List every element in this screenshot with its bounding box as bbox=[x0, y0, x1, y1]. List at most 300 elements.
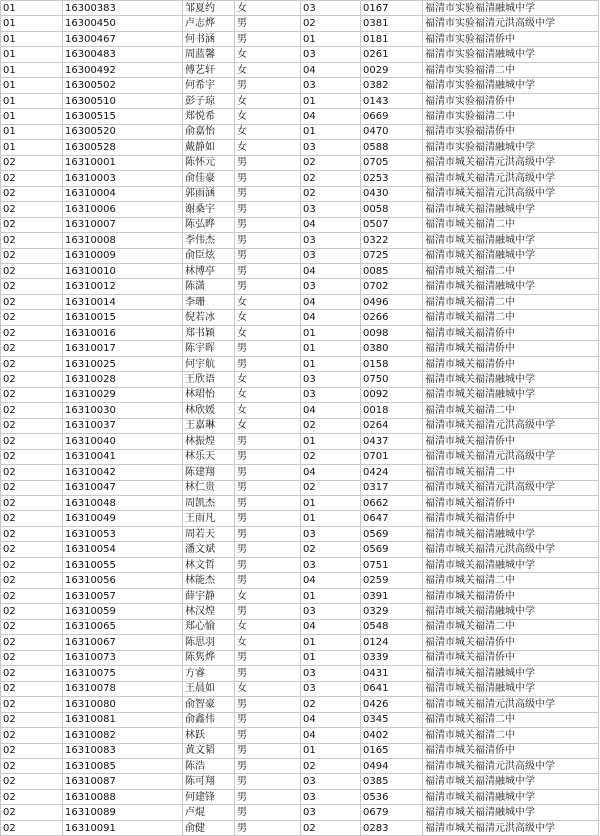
score-cell: 0391 bbox=[361, 588, 423, 603]
gender-cell: 女 bbox=[235, 588, 301, 603]
class-cell: 02 bbox=[1, 604, 63, 619]
table-row bbox=[1, 743, 599, 758]
exam-id-cell: 16310054 bbox=[63, 542, 183, 557]
gender-cell: 男 bbox=[235, 526, 301, 541]
school-cell: 福清市城关福清二中 bbox=[423, 294, 599, 309]
class-cell: 01 bbox=[1, 140, 63, 155]
exam-id-cell: 16310085 bbox=[63, 758, 183, 773]
school-cell: 福清市城关福清二中 bbox=[423, 573, 599, 588]
exam-id-cell: 16310003 bbox=[63, 171, 183, 186]
gender-cell: 男 bbox=[235, 449, 301, 464]
name-cell: 俞健 bbox=[183, 820, 235, 835]
school-cell: 福清市实验福清元洪高级中学 bbox=[423, 16, 599, 31]
code-cell: 02 bbox=[301, 418, 361, 433]
class-cell: 01 bbox=[1, 47, 63, 62]
gender-cell: 女 bbox=[235, 294, 301, 309]
code-cell: 03 bbox=[301, 387, 361, 402]
name-cell: 卢志烨 bbox=[183, 16, 235, 31]
gender-cell: 男 bbox=[235, 712, 301, 727]
code-cell: 04 bbox=[301, 109, 361, 124]
score-cell: 0569 bbox=[361, 542, 423, 557]
code-cell: 01 bbox=[301, 511, 361, 526]
school-cell: 福清市城关福清侨中 bbox=[423, 496, 599, 511]
code-cell: 04 bbox=[301, 712, 361, 727]
exam-id-cell: 16300528 bbox=[63, 140, 183, 155]
class-cell: 02 bbox=[1, 635, 63, 650]
gender-cell: 男 bbox=[235, 356, 301, 371]
name-cell: 俞智豪 bbox=[183, 697, 235, 712]
score-cell: 0725 bbox=[361, 248, 423, 263]
table-row bbox=[1, 635, 599, 650]
score-cell: 0124 bbox=[361, 635, 423, 650]
table-row bbox=[1, 217, 599, 232]
exam-id-cell: 16310047 bbox=[63, 480, 183, 495]
gender-cell: 男 bbox=[235, 697, 301, 712]
class-cell: 02 bbox=[1, 728, 63, 743]
class-cell: 02 bbox=[1, 341, 63, 356]
class-cell: 01 bbox=[1, 16, 63, 31]
table-row bbox=[1, 233, 599, 248]
gender-cell: 男 bbox=[235, 573, 301, 588]
gender-cell: 女 bbox=[235, 310, 301, 325]
score-cell: 0431 bbox=[361, 666, 423, 681]
name-cell: 潘文斌 bbox=[183, 542, 235, 557]
table-row bbox=[1, 496, 599, 511]
school-cell: 福清市城关福清融城中学 bbox=[423, 233, 599, 248]
gender-cell: 男 bbox=[235, 31, 301, 46]
gender-cell: 女 bbox=[235, 1, 301, 16]
class-cell: 02 bbox=[1, 697, 63, 712]
class-cell: 02 bbox=[1, 743, 63, 758]
name-cell: 何建锋 bbox=[183, 789, 235, 804]
class-cell: 02 bbox=[1, 480, 63, 495]
exam-id-cell: 16300520 bbox=[63, 124, 183, 139]
code-cell: 01 bbox=[301, 31, 361, 46]
table-row bbox=[1, 573, 599, 588]
exam-id-cell: 16310048 bbox=[63, 496, 183, 511]
name-cell: 何书涵 bbox=[183, 31, 235, 46]
name-cell: 黄文韬 bbox=[183, 743, 235, 758]
score-cell: 0317 bbox=[361, 480, 423, 495]
name-cell: 陈怀元 bbox=[183, 155, 235, 170]
table-row bbox=[1, 109, 599, 124]
code-cell: 02 bbox=[301, 697, 361, 712]
exam-id-cell: 16310012 bbox=[63, 279, 183, 294]
score-cell: 0569 bbox=[361, 526, 423, 541]
exam-id-cell: 16310082 bbox=[63, 728, 183, 743]
school-cell: 福清市城关福清融城中学 bbox=[423, 202, 599, 217]
code-cell: 04 bbox=[301, 403, 361, 418]
code-cell: 03 bbox=[301, 372, 361, 387]
name-cell: 周蓝馨 bbox=[183, 47, 235, 62]
score-cell: 0092 bbox=[361, 387, 423, 402]
gender-cell: 男 bbox=[235, 248, 301, 263]
score-cell: 0647 bbox=[361, 511, 423, 526]
class-cell: 02 bbox=[1, 248, 63, 263]
class-cell: 01 bbox=[1, 31, 63, 46]
exam-id-cell: 16310083 bbox=[63, 743, 183, 758]
table-row bbox=[1, 650, 599, 665]
score-cell: 0437 bbox=[361, 434, 423, 449]
name-cell: 林能杰 bbox=[183, 573, 235, 588]
exam-id-cell: 16310009 bbox=[63, 248, 183, 263]
name-cell: 何希宇 bbox=[183, 78, 235, 93]
exam-id-cell: 16310065 bbox=[63, 619, 183, 634]
score-cell: 0662 bbox=[361, 496, 423, 511]
score-cell: 0385 bbox=[361, 774, 423, 789]
school-cell: 福清市城关福清二中 bbox=[423, 465, 599, 480]
gender-cell: 男 bbox=[235, 263, 301, 278]
school-cell: 福清市城关福清融城中学 bbox=[423, 604, 599, 619]
school-cell: 福清市城关福清融城中学 bbox=[423, 248, 599, 263]
code-cell: 02 bbox=[301, 186, 361, 201]
gender-cell: 女 bbox=[235, 619, 301, 634]
code-cell: 04 bbox=[301, 465, 361, 480]
table-row bbox=[1, 511, 599, 526]
exam-id-cell: 16310055 bbox=[63, 557, 183, 572]
score-cell: 0536 bbox=[361, 789, 423, 804]
score-cell: 0181 bbox=[361, 31, 423, 46]
exam-id-cell: 16310091 bbox=[63, 820, 183, 835]
gender-cell: 男 bbox=[235, 604, 301, 619]
code-cell: 03 bbox=[301, 202, 361, 217]
code-cell: 03 bbox=[301, 140, 361, 155]
exam-id-cell: 16310087 bbox=[63, 774, 183, 789]
exam-id-cell: 16310040 bbox=[63, 434, 183, 449]
code-cell: 03 bbox=[301, 78, 361, 93]
score-cell: 0750 bbox=[361, 372, 423, 387]
name-cell: 俞佳豪 bbox=[183, 171, 235, 186]
gender-cell: 男 bbox=[235, 557, 301, 572]
score-cell: 0381 bbox=[361, 16, 423, 31]
gender-cell: 男 bbox=[235, 186, 301, 201]
class-cell: 01 bbox=[1, 62, 63, 77]
score-cell: 0424 bbox=[361, 465, 423, 480]
exam-id-cell: 16310053 bbox=[63, 526, 183, 541]
code-cell: 02 bbox=[301, 542, 361, 557]
class-cell: 01 bbox=[1, 109, 63, 124]
gender-cell: 男 bbox=[235, 728, 301, 743]
gender-cell: 男 bbox=[235, 511, 301, 526]
score-cell: 0165 bbox=[361, 743, 423, 758]
exam-id-cell: 16310059 bbox=[63, 604, 183, 619]
gender-cell: 男 bbox=[235, 774, 301, 789]
exam-id-cell: 16310067 bbox=[63, 635, 183, 650]
class-cell: 02 bbox=[1, 542, 63, 557]
exam-id-cell: 16310081 bbox=[63, 712, 183, 727]
class-cell: 01 bbox=[1, 78, 63, 93]
table-row bbox=[1, 93, 599, 108]
class-cell: 02 bbox=[1, 573, 63, 588]
gender-cell: 男 bbox=[235, 542, 301, 557]
class-cell: 02 bbox=[1, 434, 63, 449]
name-cell: 陈宇晖 bbox=[183, 341, 235, 356]
school-cell: 福清市实验福清侨中 bbox=[423, 31, 599, 46]
table-row bbox=[1, 789, 599, 804]
code-cell: 04 bbox=[301, 217, 361, 232]
table-row bbox=[1, 202, 599, 217]
table-row bbox=[1, 372, 599, 387]
name-cell: 陈潇 bbox=[183, 279, 235, 294]
school-cell: 福清市实验福清侨中 bbox=[423, 93, 599, 108]
code-cell: 04 bbox=[301, 62, 361, 77]
name-cell: 郭雨涵 bbox=[183, 186, 235, 201]
class-cell: 02 bbox=[1, 758, 63, 773]
exam-id-cell: 16310037 bbox=[63, 418, 183, 433]
name-cell: 王欣语 bbox=[183, 372, 235, 387]
class-cell: 02 bbox=[1, 155, 63, 170]
name-cell: 卢焜 bbox=[183, 805, 235, 820]
name-cell: 林文哲 bbox=[183, 557, 235, 572]
exam-id-cell: 16310073 bbox=[63, 650, 183, 665]
name-cell: 傅艺轩 bbox=[183, 62, 235, 77]
code-cell: 03 bbox=[301, 666, 361, 681]
class-cell: 02 bbox=[1, 496, 63, 511]
class-cell: 02 bbox=[1, 588, 63, 603]
table-row bbox=[1, 728, 599, 743]
score-cell: 0253 bbox=[361, 171, 423, 186]
code-cell: 01 bbox=[301, 635, 361, 650]
gender-cell: 女 bbox=[235, 62, 301, 77]
school-cell: 福清市实验福清二中 bbox=[423, 109, 599, 124]
gender-cell: 男 bbox=[235, 666, 301, 681]
table-row bbox=[1, 619, 599, 634]
school-cell: 福清市城关福清二中 bbox=[423, 403, 599, 418]
name-cell: 郑书颖 bbox=[183, 325, 235, 340]
score-cell: 0259 bbox=[361, 573, 423, 588]
table-row bbox=[1, 820, 599, 835]
score-cell: 0702 bbox=[361, 279, 423, 294]
school-cell: 福清市城关福清侨中 bbox=[423, 325, 599, 340]
gender-cell: 男 bbox=[235, 480, 301, 495]
school-cell: 福清市城关福清侨中 bbox=[423, 743, 599, 758]
name-cell: 何宇航 bbox=[183, 356, 235, 371]
name-cell: 方睿 bbox=[183, 666, 235, 681]
table-row bbox=[1, 341, 599, 356]
class-cell: 02 bbox=[1, 403, 63, 418]
class-cell: 02 bbox=[1, 263, 63, 278]
exam-id-cell: 16310088 bbox=[63, 789, 183, 804]
class-cell: 02 bbox=[1, 418, 63, 433]
name-cell: 戴静如 bbox=[183, 140, 235, 155]
code-cell: 01 bbox=[301, 588, 361, 603]
name-cell: 郑悦希 bbox=[183, 109, 235, 124]
school-cell: 福清市城关福清融城中学 bbox=[423, 387, 599, 402]
table-row bbox=[1, 557, 599, 572]
school-cell: 福清市城关福清元洪高级中学 bbox=[423, 155, 599, 170]
score-cell: 0264 bbox=[361, 418, 423, 433]
exam-id-cell: 16300383 bbox=[63, 1, 183, 16]
gender-cell: 女 bbox=[235, 681, 301, 696]
code-cell: 02 bbox=[301, 820, 361, 835]
gender-cell: 男 bbox=[235, 434, 301, 449]
school-cell: 福清市城关福清侨中 bbox=[423, 511, 599, 526]
table-row bbox=[1, 279, 599, 294]
table-row bbox=[1, 62, 599, 77]
name-cell: 周若天 bbox=[183, 526, 235, 541]
score-cell: 0029 bbox=[361, 62, 423, 77]
school-cell: 福清市城关福清融城中学 bbox=[423, 805, 599, 820]
score-cell: 0430 bbox=[361, 186, 423, 201]
exam-id-cell: 16310041 bbox=[63, 449, 183, 464]
name-cell: 林珺怡 bbox=[183, 387, 235, 402]
score-cell: 0098 bbox=[361, 325, 423, 340]
code-cell: 01 bbox=[301, 356, 361, 371]
gender-cell: 女 bbox=[235, 387, 301, 402]
gender-cell: 男 bbox=[235, 465, 301, 480]
school-cell: 福清市城关福清融城中学 bbox=[423, 774, 599, 789]
school-cell: 福清市实验福清融城中学 bbox=[423, 47, 599, 62]
exam-id-cell: 16300502 bbox=[63, 78, 183, 93]
class-cell: 02 bbox=[1, 387, 63, 402]
class-cell: 01 bbox=[1, 1, 63, 16]
class-cell: 02 bbox=[1, 619, 63, 634]
exam-id-cell: 16300492 bbox=[63, 62, 183, 77]
table-body bbox=[1, 1, 599, 836]
school-cell: 福清市城关福清融城中学 bbox=[423, 666, 599, 681]
exam-id-cell: 16310080 bbox=[63, 697, 183, 712]
table-row bbox=[1, 712, 599, 727]
gender-cell: 女 bbox=[235, 403, 301, 418]
exam-id-cell: 16310006 bbox=[63, 202, 183, 217]
class-cell: 02 bbox=[1, 789, 63, 804]
exam-id-cell: 16310025 bbox=[63, 356, 183, 371]
gender-cell: 女 bbox=[235, 93, 301, 108]
score-cell: 0494 bbox=[361, 758, 423, 773]
exam-id-cell: 16310042 bbox=[63, 465, 183, 480]
score-cell: 0426 bbox=[361, 697, 423, 712]
code-cell: 01 bbox=[301, 496, 361, 511]
gender-cell: 男 bbox=[235, 202, 301, 217]
code-cell: 04 bbox=[301, 728, 361, 743]
table-row bbox=[1, 294, 599, 309]
gender-cell: 男 bbox=[235, 758, 301, 773]
school-cell: 福清市城关福清侨中 bbox=[423, 341, 599, 356]
gender-cell: 男 bbox=[235, 341, 301, 356]
school-cell: 福清市实验福清融城中学 bbox=[423, 140, 599, 155]
table-row bbox=[1, 418, 599, 433]
class-cell: 02 bbox=[1, 526, 63, 541]
school-cell: 福清市实验福清融城中学 bbox=[423, 1, 599, 16]
name-cell: 陈弘晔 bbox=[183, 217, 235, 232]
school-cell: 福清市城关福清融城中学 bbox=[423, 526, 599, 541]
gender-cell: 男 bbox=[235, 496, 301, 511]
gender-cell: 男 bbox=[235, 217, 301, 232]
name-cell: 陈可翔 bbox=[183, 774, 235, 789]
name-cell: 王雨凡 bbox=[183, 511, 235, 526]
code-cell: 04 bbox=[301, 573, 361, 588]
gender-cell: 男 bbox=[235, 650, 301, 665]
name-cell: 彭子琼 bbox=[183, 93, 235, 108]
name-cell: 李珊 bbox=[183, 294, 235, 309]
school-cell: 福清市城关福清元洪高级中学 bbox=[423, 758, 599, 773]
class-cell: 02 bbox=[1, 712, 63, 727]
code-cell: 02 bbox=[301, 16, 361, 31]
score-cell: 0402 bbox=[361, 728, 423, 743]
school-cell: 福清市城关福清元洪高级中学 bbox=[423, 186, 599, 201]
school-cell: 福清市城关福清二中 bbox=[423, 712, 599, 727]
exam-id-cell: 16310007 bbox=[63, 217, 183, 232]
school-cell: 福清市城关福清二中 bbox=[423, 310, 599, 325]
name-cell: 李伟杰 bbox=[183, 233, 235, 248]
score-cell: 0345 bbox=[361, 712, 423, 727]
class-cell: 02 bbox=[1, 372, 63, 387]
table-row bbox=[1, 155, 599, 170]
code-cell: 01 bbox=[301, 341, 361, 356]
name-cell: 陈建翔 bbox=[183, 465, 235, 480]
name-cell: 林欣媛 bbox=[183, 403, 235, 418]
school-cell: 福清市城关福清侨中 bbox=[423, 434, 599, 449]
class-cell: 02 bbox=[1, 511, 63, 526]
class-cell: 02 bbox=[1, 681, 63, 696]
school-cell: 福清市城关福清侨中 bbox=[423, 588, 599, 603]
table-row bbox=[1, 310, 599, 325]
class-cell: 02 bbox=[1, 465, 63, 480]
code-cell: 03 bbox=[301, 1, 361, 16]
exam-id-cell: 16300510 bbox=[63, 93, 183, 108]
name-cell: 倪若冰 bbox=[183, 310, 235, 325]
table-row bbox=[1, 480, 599, 495]
name-cell: 王晨如 bbox=[183, 681, 235, 696]
exam-id-cell: 16310014 bbox=[63, 294, 183, 309]
score-cell: 0496 bbox=[361, 294, 423, 309]
name-cell: 谢桑宇 bbox=[183, 202, 235, 217]
gender-cell: 男 bbox=[235, 171, 301, 186]
score-cell: 0705 bbox=[361, 155, 423, 170]
exam-id-cell: 16310057 bbox=[63, 588, 183, 603]
table-row bbox=[1, 465, 599, 480]
score-cell: 0507 bbox=[361, 217, 423, 232]
score-cell: 0167 bbox=[361, 1, 423, 16]
code-cell: 01 bbox=[301, 743, 361, 758]
name-cell: 邹夏约 bbox=[183, 1, 235, 16]
name-cell: 俞嘉怡 bbox=[183, 124, 235, 139]
class-cell: 02 bbox=[1, 202, 63, 217]
code-cell: 01 bbox=[301, 93, 361, 108]
table-row bbox=[1, 1, 599, 16]
table-row bbox=[1, 78, 599, 93]
school-cell: 福清市城关福清二中 bbox=[423, 263, 599, 278]
exam-id-cell: 16310078 bbox=[63, 681, 183, 696]
class-cell: 02 bbox=[1, 217, 63, 232]
gender-cell: 男 bbox=[235, 789, 301, 804]
table-row bbox=[1, 16, 599, 31]
exam-id-cell: 16310049 bbox=[63, 511, 183, 526]
code-cell: 03 bbox=[301, 604, 361, 619]
school-cell: 福清市城关福清元洪高级中学 bbox=[423, 171, 599, 186]
exam-id-cell: 16310016 bbox=[63, 325, 183, 340]
school-cell: 福清市实验福清二中 bbox=[423, 62, 599, 77]
class-cell: 02 bbox=[1, 294, 63, 309]
name-cell: 周凯杰 bbox=[183, 496, 235, 511]
score-cell: 0322 bbox=[361, 233, 423, 248]
name-cell: 陈隽烨 bbox=[183, 650, 235, 665]
code-cell: 03 bbox=[301, 681, 361, 696]
table-row bbox=[1, 387, 599, 402]
exam-id-cell: 16300483 bbox=[63, 47, 183, 62]
class-cell: 02 bbox=[1, 186, 63, 201]
code-cell: 02 bbox=[301, 758, 361, 773]
gender-cell: 女 bbox=[235, 140, 301, 155]
code-cell: 03 bbox=[301, 279, 361, 294]
exam-id-cell: 16310056 bbox=[63, 573, 183, 588]
class-cell: 02 bbox=[1, 325, 63, 340]
school-cell: 福清市城关福清融城中学 bbox=[423, 557, 599, 572]
table-row bbox=[1, 805, 599, 820]
score-cell: 0641 bbox=[361, 681, 423, 696]
score-cell: 0266 bbox=[361, 310, 423, 325]
gender-cell: 女 bbox=[235, 372, 301, 387]
